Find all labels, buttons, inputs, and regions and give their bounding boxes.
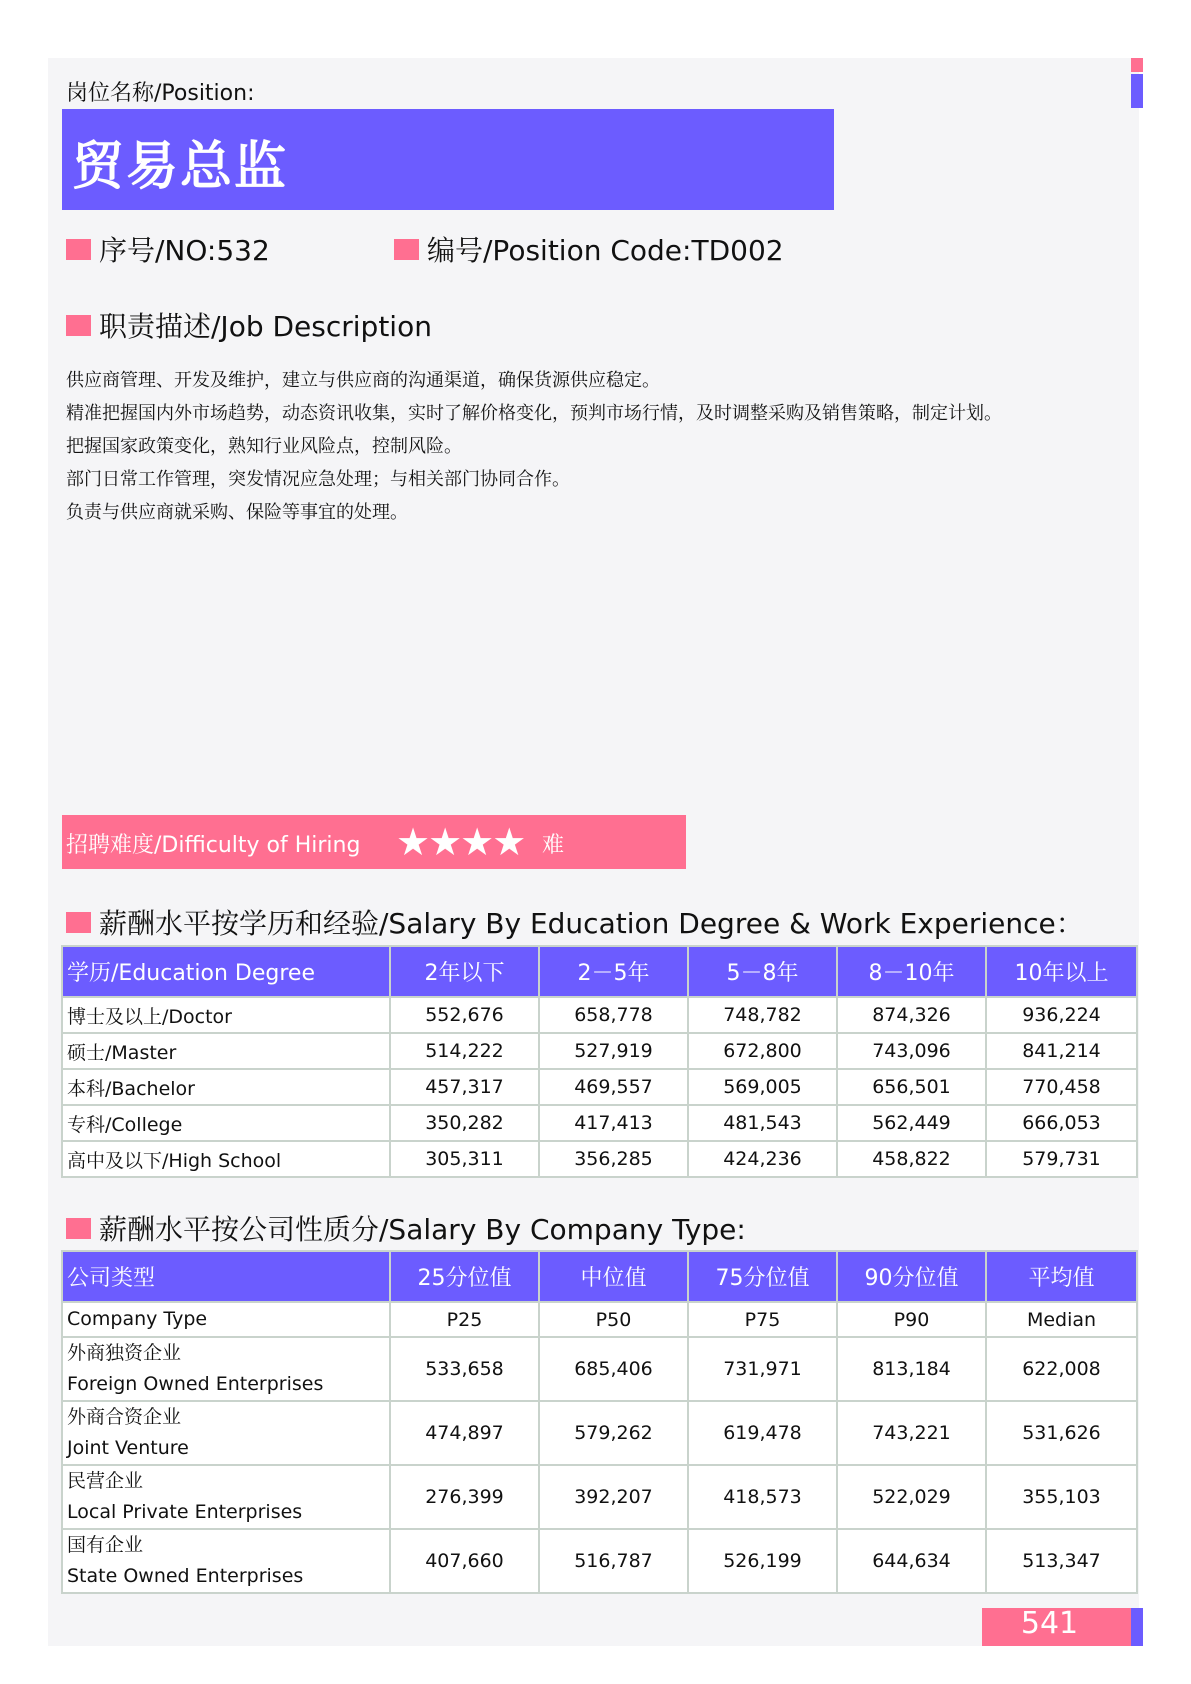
corner-accent-pink — [1131, 58, 1143, 72]
company-salary-heading — [66, 1208, 746, 1248]
table-cell: 469,557 — [539, 1069, 688, 1105]
table-cell: 656,501 — [837, 1069, 986, 1105]
table-cell: 533,658 — [390, 1337, 539, 1401]
position-title: 贸易总监 — [72, 137, 289, 197]
table-cell: 474,897 — [390, 1401, 539, 1465]
company-type-cell — [62, 1529, 390, 1593]
table-row — [62, 1465, 1137, 1529]
table-cell: P90 — [837, 1302, 986, 1337]
table-row — [62, 1401, 1137, 1465]
table-cell: 458,822 — [837, 1141, 986, 1177]
table-cell: 672,800 — [688, 1033, 837, 1069]
bullet-square-icon — [66, 1218, 91, 1239]
table-cell: 743,221 — [837, 1401, 986, 1465]
table-cell: 417,413 — [539, 1105, 688, 1141]
table-cell: 276,399 — [390, 1465, 539, 1529]
education-salary-table — [61, 945, 1138, 1178]
table-cell: 658,778 — [539, 997, 688, 1033]
bullet-square-icon — [66, 912, 91, 933]
position-number — [66, 229, 270, 269]
table-header-row — [62, 946, 1137, 997]
table-row — [62, 1337, 1137, 1401]
table-header-cell: 10年以上 — [986, 946, 1137, 997]
table-cell: 748,782 — [688, 997, 837, 1033]
table-cell: 博士及以上/Doctor — [62, 997, 390, 1033]
table-cell: 743,096 — [837, 1033, 986, 1069]
table-cell: 770,458 — [986, 1069, 1137, 1105]
job-description-line: 把握国家政策变化，熟知行业风险点，控制风险。 — [66, 436, 462, 457]
table-cell: 527,919 — [539, 1033, 688, 1069]
company-type-en: Foreign Owned Enterprises — [67, 1373, 324, 1395]
table-cell: 424,236 — [688, 1141, 837, 1177]
job-description — [66, 364, 1002, 529]
company-salary-table — [61, 1250, 1138, 1594]
table-cell: 481,543 — [688, 1105, 837, 1141]
table-row — [62, 1033, 1137, 1069]
page-number: 541 — [1020, 1606, 1079, 1641]
table-header-cell: 2－5年 — [539, 946, 688, 997]
company-type-cn: 外商合资企业 — [67, 1406, 182, 1428]
education-salary-heading — [66, 902, 1084, 942]
table-cell: 841,214 — [986, 1033, 1137, 1069]
table-header-cell: 学历/Education Degree — [62, 946, 390, 997]
table-cell: 392,207 — [539, 1465, 688, 1529]
table-cell: 731,971 — [688, 1337, 837, 1401]
table-cell: 专科/College — [62, 1105, 390, 1141]
corner-accent-purple — [1131, 74, 1143, 108]
table-cell: 513,347 — [986, 1529, 1137, 1593]
table-header-cell: 平均值 — [986, 1251, 1137, 1302]
table-cell: 562,449 — [837, 1105, 986, 1141]
position-label: 岗位名称/Position: — [66, 81, 255, 106]
company-type-en: Local Private Enterprises — [67, 1501, 303, 1523]
company-type-cell — [62, 1401, 390, 1465]
position-code-text: 编号/Position Code:TD002 — [427, 234, 784, 267]
difficulty-stars-icon: ★★★★ — [396, 820, 525, 864]
table-cell: 813,184 — [837, 1337, 986, 1401]
table-row — [62, 1141, 1137, 1177]
table-cell: 516,787 — [539, 1529, 688, 1593]
job-description-line: 部门日常工作管理，突发情况应急处理；与相关部门协同合作。 — [66, 469, 570, 490]
table-cell: 531,626 — [986, 1401, 1137, 1465]
table-row — [62, 1529, 1137, 1593]
company-type-cn: 外商独资企业 — [67, 1342, 182, 1364]
job-description-heading-text: 职责描述/Job Description — [99, 310, 432, 343]
table-cell: P25 — [390, 1302, 539, 1337]
table-row — [62, 997, 1137, 1033]
table-header-cell: 90分位值 — [837, 1251, 986, 1302]
table-cell: 644,634 — [837, 1529, 986, 1593]
table-cell: 526,199 — [688, 1529, 837, 1593]
table-cell: 407,660 — [390, 1529, 539, 1593]
bullet-square-icon — [66, 239, 91, 260]
company-type-en: Joint Venture — [67, 1437, 189, 1459]
table-cell: 579,731 — [986, 1141, 1137, 1177]
company-salary-heading-text: 薪酬水平按公司性质分/Salary By Company Type: — [99, 1213, 746, 1246]
table-cell: 418,573 — [688, 1465, 837, 1529]
table-cell: 522,029 — [837, 1465, 986, 1529]
difficulty-label: 招聘难度/Difficulty of Hiring — [66, 833, 361, 858]
table-cell: 356,285 — [539, 1141, 688, 1177]
table-cell: 666,053 — [986, 1105, 1137, 1141]
table-cell: Median — [986, 1302, 1137, 1337]
table-cell: 569,005 — [688, 1069, 837, 1105]
table-header-row — [62, 1251, 1137, 1302]
table-cell: 350,282 — [390, 1105, 539, 1141]
table-cell: P50 — [539, 1302, 688, 1337]
bullet-square-icon — [394, 239, 419, 260]
company-type-cn: 国有企业 — [67, 1534, 144, 1556]
table-cell: 355,103 — [986, 1465, 1137, 1529]
table-cell: 874,326 — [837, 997, 986, 1033]
table-cell: 936,224 — [986, 997, 1137, 1033]
company-type-cn: 民营企业 — [67, 1470, 144, 1492]
job-description-heading — [66, 305, 432, 345]
difficulty-level: 难 — [542, 833, 565, 858]
education-salary-heading-text: 薪酬水平按学历和经验/Salary By Education Degree & Work Experience： — [99, 907, 1084, 940]
page-number-accent — [1131, 1608, 1143, 1646]
position-code — [394, 229, 784, 269]
table-cell: 305,311 — [390, 1141, 539, 1177]
table-header-cell: 公司类型 — [62, 1251, 390, 1302]
company-type-en: State Owned Enterprises — [67, 1565, 304, 1587]
table-cell: 552,676 — [390, 997, 539, 1033]
table-cell: 514,222 — [390, 1033, 539, 1069]
job-description-line: 供应商管理、开发及维护，建立与供应商的沟通渠道，确保货源供应稳定。 — [66, 370, 660, 391]
table-cell: P75 — [688, 1302, 837, 1337]
table-cell: 622,008 — [986, 1337, 1137, 1401]
table-header-cell: 中位值 — [539, 1251, 688, 1302]
job-description-line: 精准把握国内外市场趋势，动态资讯收集，实时了解价格变化，预判市场行情，及时调整采购及销售策略，制定计划。 — [66, 403, 1002, 424]
table-cell: Company Type — [62, 1302, 390, 1337]
job-description-line: 负责与供应商就采购、保险等事宜的处理。 — [66, 502, 408, 523]
table-cell: 457,317 — [390, 1069, 539, 1105]
company-type-cell — [62, 1465, 390, 1529]
company-type-cell — [62, 1337, 390, 1401]
table-header-cell: 75分位值 — [688, 1251, 837, 1302]
table-cell: 685,406 — [539, 1337, 688, 1401]
position-number-text: 序号/NO:532 — [99, 234, 270, 267]
table-row — [62, 1069, 1137, 1105]
table-subheader-row — [62, 1302, 1137, 1337]
table-cell: 硕士/Master — [62, 1033, 390, 1069]
table-header-cell: 2年以下 — [390, 946, 539, 997]
table-row — [62, 1105, 1137, 1141]
table-cell: 619,478 — [688, 1401, 837, 1465]
table-cell: 579,262 — [539, 1401, 688, 1465]
bullet-square-icon — [66, 315, 91, 336]
table-header-cell: 8－10年 — [837, 946, 986, 997]
table-header-cell: 5－8年 — [688, 946, 837, 997]
table-header-cell: 25分位值 — [390, 1251, 539, 1302]
table-cell: 高中及以下/High School — [62, 1141, 390, 1177]
table-cell: 本科/Bachelor — [62, 1069, 390, 1105]
